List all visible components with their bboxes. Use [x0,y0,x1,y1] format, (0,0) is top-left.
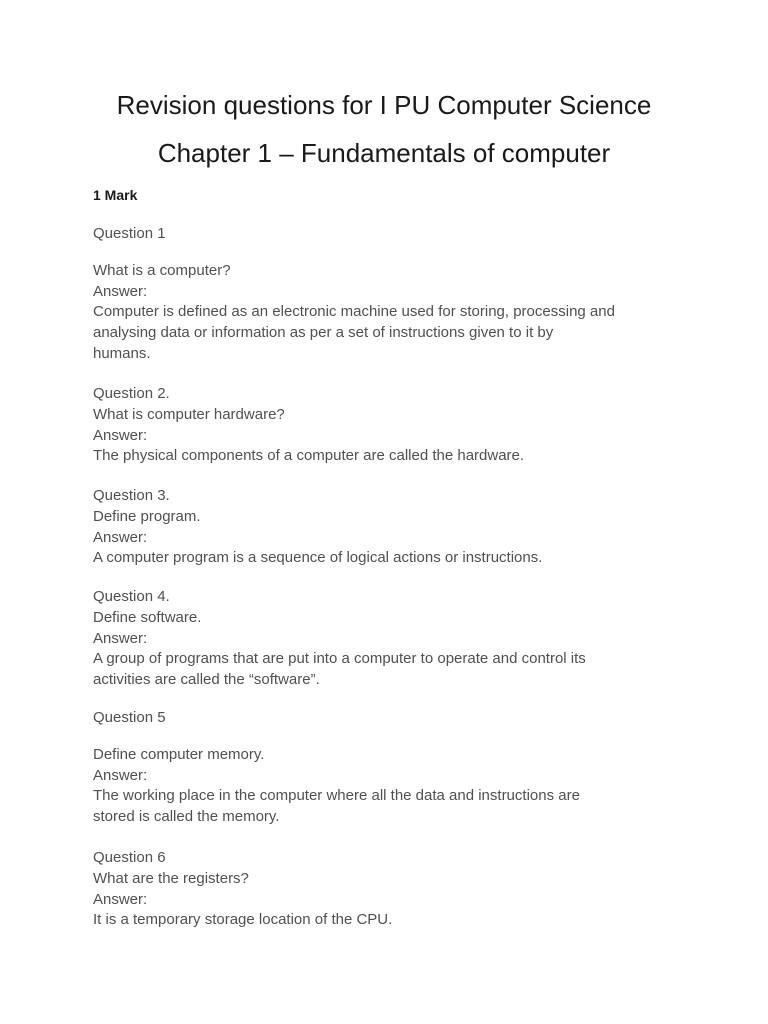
question-label: Question 5 [93,709,166,726]
answer-text-line: Computer is defined as an electronic machine used for storing, processing and [93,303,615,321]
answer-text-line: The working place in the computer where all the data and instructions are [93,787,580,805]
answer-text-line: humans. [93,344,151,362]
question-text: Define software. [93,608,202,626]
question-block-5 [93,708,693,828]
question-text: Define computer memory. [93,745,265,763]
question-block-4 [93,587,693,691]
answer-label: Answer: [93,426,148,444]
question-block-6 [93,848,693,931]
answer-text-line: It is a temporary storage location of the CPU. [93,911,393,929]
question-label: Question 3. [93,487,170,504]
answer-text-line: stored is called the memory. [93,808,280,826]
question-text: What are the registers? [93,869,249,887]
answer-text-line: activities are called the “software”. [93,671,320,689]
question-label: Question 1 [93,225,166,242]
answer-text-line: The physical components of a computer are called the hardware. [93,447,525,465]
document-title: Revision questions for I PU Computer Science [116,90,652,120]
answer-label: Answer: [93,282,148,300]
answer-text-line: A computer program is a sequence of logical actions or instructions. [93,549,543,567]
answer-text-line: analysing data or information as per a set of instructions given to it by [93,324,554,342]
chapter-title: Chapter 1 – Fundamentals of computer [157,138,611,168]
answer-label: Answer: [93,629,148,647]
question-block-3 [93,486,693,569]
question-text: What is computer hardware? [93,405,285,423]
question-block-1 [93,224,693,365]
question-label: Question 6 [93,849,166,866]
answer-text-line: A group of programs that are put into a computer to operate and control its [93,650,586,668]
question-label: Question 2. [93,385,170,402]
answer-label: Answer: [93,766,148,784]
question-label: Question 4. [93,588,170,605]
question-text: What is a computer? [93,261,231,279]
section-heading: 1 Mark [93,187,138,203]
question-text: Define program. [93,507,201,525]
answer-label: Answer: [93,890,148,908]
answer-label: Answer: [93,528,148,546]
question-block-2 [93,384,693,467]
